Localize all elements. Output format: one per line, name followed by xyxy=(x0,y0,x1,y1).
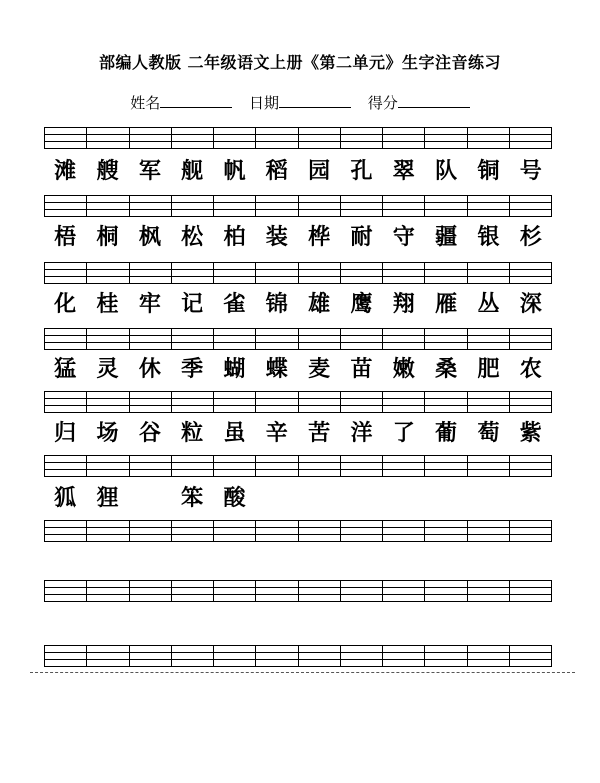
pinyin-cell[interactable] xyxy=(424,581,466,601)
pinyin-cell[interactable] xyxy=(86,521,128,541)
pinyin-cell[interactable] xyxy=(298,196,340,216)
pinyin-cell[interactable] xyxy=(45,196,86,216)
pinyin-cell[interactable] xyxy=(509,581,551,601)
pinyin-cell[interactable] xyxy=(467,581,509,601)
character: 柏 xyxy=(223,224,246,250)
pinyin-cell[interactable] xyxy=(45,521,86,541)
name-blank[interactable] xyxy=(160,93,232,108)
pinyin-cell[interactable] xyxy=(213,392,255,412)
character: 装 xyxy=(265,224,288,250)
pinyin-cell[interactable] xyxy=(255,263,297,283)
pinyin-cell[interactable] xyxy=(467,456,509,476)
character: 队 xyxy=(435,158,458,184)
pinyin-cell[interactable] xyxy=(340,456,382,476)
pinyin-cell[interactable] xyxy=(86,456,128,476)
pinyin-cell[interactable] xyxy=(86,581,128,601)
character: 肥 xyxy=(477,356,500,382)
character: 笨 xyxy=(181,485,204,511)
character xyxy=(129,481,171,515)
pinyin-cell[interactable] xyxy=(467,263,509,283)
pinyin-cell[interactable] xyxy=(382,521,424,541)
character: 紫 xyxy=(519,420,542,446)
character-row xyxy=(44,481,552,515)
character xyxy=(298,481,340,515)
pinyin-cell[interactable] xyxy=(467,521,509,541)
pinyin-cell[interactable] xyxy=(255,646,297,666)
character-row xyxy=(44,287,552,321)
pinyin-cell[interactable] xyxy=(255,581,297,601)
pinyin-cell[interactable] xyxy=(340,646,382,666)
pinyin-cell[interactable] xyxy=(171,581,213,601)
character-row xyxy=(44,416,552,450)
pinyin-cell[interactable] xyxy=(509,196,551,216)
pinyin-cell[interactable] xyxy=(171,263,213,283)
character: 枫 xyxy=(138,224,161,250)
character: 麦 xyxy=(308,356,331,382)
character xyxy=(340,481,382,515)
pinyin-cell[interactable] xyxy=(255,128,297,148)
pinyin-cell[interactable] xyxy=(382,128,424,148)
pinyin-cell[interactable] xyxy=(298,392,340,412)
pinyin-cell[interactable] xyxy=(213,646,255,666)
info-fields xyxy=(0,92,600,113)
page-title: 部编人教版 二年级语文上册《第二单元》生字注音练习 xyxy=(98,53,502,72)
score-field[interactable] xyxy=(368,92,470,113)
pinyin-cell[interactable] xyxy=(213,196,255,216)
pinyin-cell[interactable] xyxy=(298,329,340,349)
character: 蝴 xyxy=(223,356,246,382)
pinyin-cell[interactable] xyxy=(213,581,255,601)
character: 孔 xyxy=(350,158,373,184)
character: 猛 xyxy=(54,356,77,382)
pinyin-cell[interactable] xyxy=(467,646,509,666)
character: 牢 xyxy=(138,291,161,317)
character: 狐 xyxy=(54,485,77,511)
character: 季 xyxy=(181,356,204,382)
pinyin-cell[interactable] xyxy=(509,263,551,283)
character: 疆 xyxy=(435,224,458,250)
character: 翠 xyxy=(392,158,415,184)
character-row xyxy=(44,154,552,188)
pinyin-cell[interactable] xyxy=(45,329,86,349)
character: 蝶 xyxy=(265,356,288,382)
character: 葡 xyxy=(435,420,458,446)
pinyin-cell[interactable] xyxy=(298,581,340,601)
pinyin-cell[interactable] xyxy=(424,456,466,476)
pinyin-cell[interactable] xyxy=(171,196,213,216)
pinyin-cell[interactable] xyxy=(340,263,382,283)
character: 艘 xyxy=(96,158,119,184)
pinyin-cell[interactable] xyxy=(171,646,213,666)
pinyin-cell[interactable] xyxy=(382,392,424,412)
character: 苗 xyxy=(350,356,373,382)
pinyin-cell[interactable] xyxy=(213,456,255,476)
character: 粒 xyxy=(181,420,204,446)
pinyin-cell[interactable] xyxy=(298,456,340,476)
pinyin-cell[interactable] xyxy=(86,392,128,412)
character: 丛 xyxy=(477,291,500,317)
pinyin-cell[interactable] xyxy=(424,128,466,148)
pinyin-cell[interactable] xyxy=(424,196,466,216)
character: 了 xyxy=(392,420,415,446)
pinyin-cell[interactable] xyxy=(340,196,382,216)
pinyin-cell[interactable] xyxy=(129,456,171,476)
pinyin-cell[interactable] xyxy=(45,646,86,666)
pinyin-cell[interactable] xyxy=(424,521,466,541)
pinyin-cell[interactable] xyxy=(129,329,171,349)
score-label: 得分 xyxy=(367,94,398,112)
score-blank[interactable] xyxy=(398,93,470,108)
pinyin-cell[interactable] xyxy=(467,128,509,148)
character: 洋 xyxy=(350,420,373,446)
character: 银 xyxy=(477,224,500,250)
character: 雀 xyxy=(223,291,246,317)
pinyin-cell[interactable] xyxy=(298,263,340,283)
date-blank[interactable] xyxy=(279,93,351,108)
character: 军 xyxy=(138,158,161,184)
name-label: 姓名 xyxy=(130,94,161,112)
pinyin-cell[interactable] xyxy=(86,128,128,148)
character: 农 xyxy=(519,356,542,382)
pinyin-cell[interactable] xyxy=(45,263,86,283)
character: 灵 xyxy=(96,356,119,382)
pinyin-cell[interactable] xyxy=(171,329,213,349)
pinyin-cell[interactable] xyxy=(424,392,466,412)
pinyin-cell[interactable] xyxy=(171,456,213,476)
character: 帆 xyxy=(223,158,246,184)
pinyin-grid-row[interactable] xyxy=(44,195,552,217)
pinyin-cell[interactable] xyxy=(213,128,255,148)
character: 记 xyxy=(181,291,204,317)
pinyin-cell[interactable] xyxy=(129,521,171,541)
name-field[interactable] xyxy=(130,92,232,113)
character: 归 xyxy=(54,420,77,446)
character: 桂 xyxy=(96,291,119,317)
pinyin-cell[interactable] xyxy=(509,646,551,666)
pinyin-cell[interactable] xyxy=(467,196,509,216)
character: 酸 xyxy=(223,485,246,511)
pinyin-cell[interactable] xyxy=(382,263,424,283)
pinyin-cell[interactable] xyxy=(255,521,297,541)
dotted-divider xyxy=(30,672,575,673)
pinyin-cell[interactable] xyxy=(298,646,340,666)
pinyin-cell[interactable] xyxy=(129,392,171,412)
character: 梧 xyxy=(54,224,77,250)
character: 鹰 xyxy=(350,291,373,317)
pinyin-cell[interactable] xyxy=(129,581,171,601)
pinyin-cell[interactable] xyxy=(45,392,86,412)
pinyin-cell[interactable] xyxy=(129,263,171,283)
pinyin-cell[interactable] xyxy=(255,196,297,216)
character: 虽 xyxy=(223,420,246,446)
pinyin-grid-row[interactable] xyxy=(44,455,552,477)
pinyin-grid-row[interactable] xyxy=(44,262,552,284)
pinyin-cell[interactable] xyxy=(467,329,509,349)
character: 场 xyxy=(96,420,119,446)
pinyin-cell[interactable] xyxy=(213,263,255,283)
pinyin-cell[interactable] xyxy=(255,329,297,349)
character: 化 xyxy=(54,291,77,317)
pinyin-cell[interactable] xyxy=(86,329,128,349)
pinyin-cell[interactable] xyxy=(129,196,171,216)
pinyin-cell[interactable] xyxy=(424,329,466,349)
pinyin-cell[interactable] xyxy=(382,456,424,476)
character: 稻 xyxy=(265,158,288,184)
pinyin-cell[interactable] xyxy=(86,646,128,666)
character-row xyxy=(44,352,552,386)
pinyin-cell[interactable] xyxy=(86,196,128,216)
character: 舰 xyxy=(181,158,204,184)
pinyin-cell[interactable] xyxy=(255,392,297,412)
pinyin-grid-row[interactable] xyxy=(44,645,552,667)
character: 萄 xyxy=(477,420,500,446)
character xyxy=(510,481,552,515)
pinyin-cell[interactable] xyxy=(467,392,509,412)
character: 铜 xyxy=(477,158,500,184)
pinyin-cell[interactable] xyxy=(213,521,255,541)
pinyin-cell[interactable] xyxy=(45,581,86,601)
pinyin-cell[interactable] xyxy=(509,392,551,412)
pinyin-grid-row[interactable] xyxy=(44,580,552,602)
pinyin-cell[interactable] xyxy=(424,263,466,283)
pinyin-cell[interactable] xyxy=(340,521,382,541)
character: 桑 xyxy=(435,356,458,382)
character: 耐 xyxy=(350,224,373,250)
character: 号 xyxy=(519,158,542,184)
pinyin-cell[interactable] xyxy=(382,196,424,216)
pinyin-cell[interactable] xyxy=(45,128,86,148)
pinyin-grid-row[interactable] xyxy=(44,328,552,350)
character: 松 xyxy=(181,224,204,250)
character: 桐 xyxy=(96,224,119,250)
pinyin-cell[interactable] xyxy=(340,329,382,349)
date-field[interactable] xyxy=(249,92,351,113)
pinyin-cell[interactable] xyxy=(171,392,213,412)
pinyin-cell[interactable] xyxy=(129,646,171,666)
pinyin-cell[interactable] xyxy=(340,581,382,601)
character: 谷 xyxy=(138,420,161,446)
pinyin-cell[interactable] xyxy=(255,456,297,476)
character-row xyxy=(44,220,552,254)
pinyin-cell[interactable] xyxy=(86,263,128,283)
character: 杉 xyxy=(519,224,542,250)
character xyxy=(467,481,509,515)
pinyin-cell[interactable] xyxy=(298,128,340,148)
character: 园 xyxy=(308,158,331,184)
pinyin-cell[interactable] xyxy=(382,646,424,666)
pinyin-cell[interactable] xyxy=(213,329,255,349)
pinyin-grid-row[interactable] xyxy=(44,520,552,542)
pinyin-cell[interactable] xyxy=(129,128,171,148)
character: 苦 xyxy=(308,420,331,446)
character: 锦 xyxy=(265,291,288,317)
character xyxy=(425,481,467,515)
pinyin-cell[interactable] xyxy=(509,521,551,541)
character: 雄 xyxy=(308,291,331,317)
date-label: 日期 xyxy=(248,94,279,112)
pinyin-cell[interactable] xyxy=(382,329,424,349)
character: 深 xyxy=(519,291,542,317)
pinyin-cell[interactable] xyxy=(340,392,382,412)
character: 嫩 xyxy=(392,356,415,382)
character: 桦 xyxy=(308,224,331,250)
character: 滩 xyxy=(54,158,77,184)
pinyin-cell[interactable] xyxy=(509,329,551,349)
pinyin-cell[interactable] xyxy=(171,128,213,148)
character: 翔 xyxy=(392,291,415,317)
pinyin-cell[interactable] xyxy=(509,456,551,476)
pinyin-grid-row[interactable] xyxy=(44,391,552,413)
character: 雁 xyxy=(435,291,458,317)
character: 休 xyxy=(138,356,161,382)
character xyxy=(383,481,425,515)
character xyxy=(256,481,298,515)
pinyin-cell[interactable] xyxy=(45,456,86,476)
pinyin-cell[interactable] xyxy=(382,581,424,601)
character: 狸 xyxy=(96,485,119,511)
pinyin-cell[interactable] xyxy=(171,521,213,541)
pinyin-cell[interactable] xyxy=(340,128,382,148)
pinyin-cell[interactable] xyxy=(509,128,551,148)
character: 辛 xyxy=(265,420,288,446)
character: 守 xyxy=(392,224,415,250)
pinyin-cell[interactable] xyxy=(424,646,466,666)
pinyin-cell[interactable] xyxy=(298,521,340,541)
pinyin-grid-row[interactable] xyxy=(44,127,552,149)
